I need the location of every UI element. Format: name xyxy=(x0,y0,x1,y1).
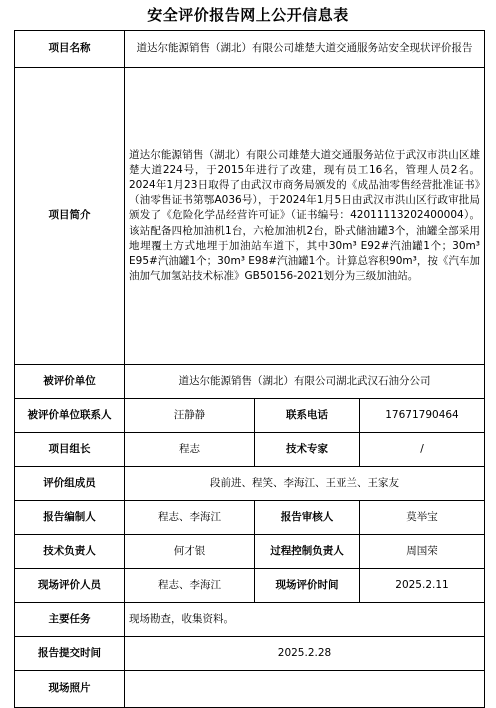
row-leader xyxy=(15,433,485,467)
label-evaluated-unit: 被评价单位 xyxy=(15,365,125,399)
label-project-name: 项目名称 xyxy=(15,31,125,68)
value-project-name: 道达尔能源销售（湖北）有限公司雄楚大道交通服务站安全现状评价报告 xyxy=(125,31,485,68)
row-onsite xyxy=(15,569,485,603)
value-phone: 17671790464 xyxy=(360,399,485,433)
label-tech-lead: 技术负责人 xyxy=(15,535,125,569)
value-tasks: 现场勘查，收集资料。 xyxy=(125,603,485,637)
row-compiler xyxy=(15,501,485,535)
label-submit-date: 报告提交时间 xyxy=(15,637,125,671)
row-photos xyxy=(15,671,485,708)
value-members: 段前进、程笑、李海江、王亚兰、王家友 xyxy=(125,467,485,501)
value-photos xyxy=(125,671,485,708)
value-onsite-staff: 程志、李海江 xyxy=(125,569,255,603)
label-photos: 现场照片 xyxy=(15,671,125,708)
label-tasks: 主要任务 xyxy=(15,603,125,637)
value-process-control: 周国荣 xyxy=(360,535,485,569)
label-members: 评价组成员 xyxy=(15,467,125,501)
label-leader: 项目组长 xyxy=(15,433,125,467)
row-tech-lead xyxy=(15,535,485,569)
label-onsite-time: 现场评价时间 xyxy=(255,569,360,603)
label-reviewer: 报告审核人 xyxy=(255,501,360,535)
label-phone: 联系电话 xyxy=(255,399,360,433)
info-table xyxy=(14,30,485,708)
label-onsite-staff: 现场评价人员 xyxy=(15,569,125,603)
row-tasks xyxy=(15,603,485,637)
row-members xyxy=(15,467,485,501)
row-project-summary xyxy=(15,68,485,365)
row-contact xyxy=(15,399,485,433)
value-leader: 程志 xyxy=(125,433,255,467)
label-process-control: 过程控制负责人 xyxy=(255,535,360,569)
value-tech-lead: 何才银 xyxy=(125,535,255,569)
value-reviewer: 莫举宝 xyxy=(360,501,485,535)
value-contact: 汪静静 xyxy=(125,399,255,433)
value-project-summary: 道达尔能源销售（湖北）有限公司雄楚大道交通服务站位于武汉市洪山区雄楚大道224号，于2015年进行了改建，现有员工16名，管理人员2名。2024年1月23日取得了由武汉市商务局颁发的《成品油零售经营批准证书》（油零售证书第鄂A036号），于2024年1月5日由武汉市洪山区行政审批局颁发了《危险化学品经营许可证》（证书编号：42011113202400004）。该站配备四枪加油机1台，六枪加油机2台，卧式储油罐3个，油罐全部采用地埋覆土方式地埋于加油站车道下，其中30m³ E92#汽油罐1个；30m³ E95#汽油罐1个；30m³ E98#汽油罐1个。计算总容积90m³，按《汽车加油加气加氢站技术标准》GB50156-2021划分为三级加油站。 xyxy=(125,68,485,365)
row-submit-date xyxy=(15,637,485,671)
label-compiler: 报告编制人 xyxy=(15,501,125,535)
label-project-summary: 项目简介 xyxy=(15,68,125,365)
value-submit-date: 2025.2.28 xyxy=(125,637,485,671)
value-onsite-time: 2025.2.11 xyxy=(360,569,485,603)
label-tech-expert: 技术专家 xyxy=(255,433,360,467)
value-evaluated-unit: 道达尔能源销售（湖北）有限公司湖北武汉石油分公司 xyxy=(125,365,485,399)
value-tech-expert: / xyxy=(360,433,485,467)
row-evaluated-unit xyxy=(15,365,485,399)
value-compiler: 程志、李海江 xyxy=(125,501,255,535)
row-project-name xyxy=(15,31,485,68)
document-title: 安全评价报告网上公开信息表 xyxy=(147,6,349,24)
label-contact: 被评价单位联系人 xyxy=(15,399,125,433)
